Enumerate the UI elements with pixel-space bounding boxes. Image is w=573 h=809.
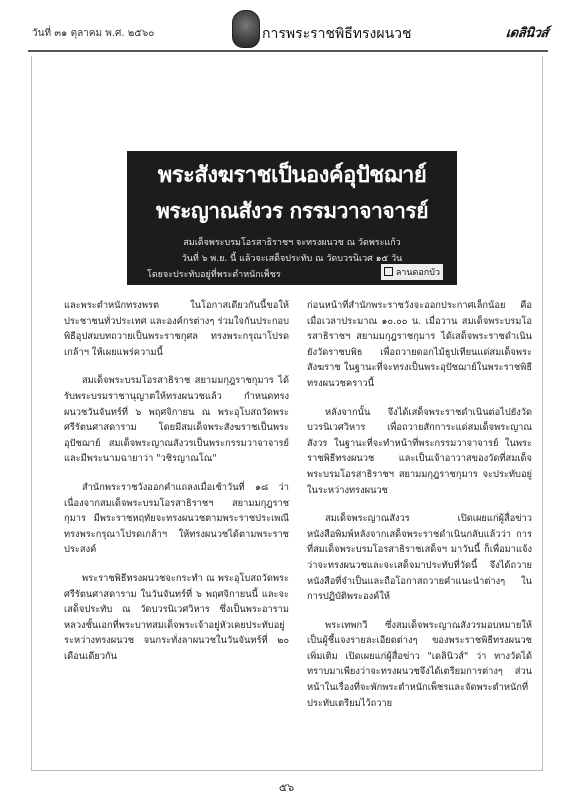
page-header	[28, 10, 548, 52]
subheadline-line-1: สมเด็จพระบรมโอรสาธิราชฯ จะทรงผนวช ณ วัดพระแก้ว	[183, 238, 401, 248]
paragraph: พระเทพกวี ซึ่งสมเด็จพระญาณสังวรมอบหมายให้เป็นผู้ชี้แจงรายละเอียดต่างๆ ของพระราชพิธีทรงผนวชเพิ่มเติม เปิดเผยแก่ผู้สื่อข่าว "เดลินิวส์" ว่า ทางวัดได้ทราบมาเพียงว่าจะทรงผนวชจึงได้เตรียมการต่างๆ ส่วนหน้าในเรื่องที่จะพักพระตำหนักเพ็ชรและจัดพระตำหนักที่ประทับเตรียมไว้ถวาย	[307, 619, 532, 709]
page-number: ๕๖	[278, 781, 295, 794]
subheadline-line-2: วันที่ ๖ พ.ย. นี้ แล้วจะเสด็จประทับ ณ วัดบวรนิเวศ ๑๕ วัน	[181, 254, 403, 264]
headline-line-2: พระญาณสังวร กรรมวาจาจารย์	[156, 199, 428, 223]
byline	[381, 264, 443, 280]
header-divider	[28, 50, 548, 52]
paragraph: พระราชพิธีทรงผนวชจะกระทำ ณ พระอุโบสถวัดพระศรีรัตนศาสดาราม ในวันจันทร์ที่ ๖ พฤศจิกายนนี้ และจะเสด็จประทับ ณ วัดบวรนิเวศวิหาร ซึ่งเป็นพระอารามหลวงชั้นเอกที่พระบาทสมเด็จพระเจ้าอยู่หัวเคยประทับอยู่ระหว่างทรงผนวช จนกระทั่งลาผนวชในวันจันทร์ที่ ๒๐ เดือนเดียวกัน	[64, 572, 289, 662]
byline-text: ลานดอกบัว	[395, 268, 440, 278]
paragraph: หลังจากนั้น จึงได้เสด็จพระราชดำเนินต่อไปยังวัดบวรนิเวศวิหาร เพื่อถวายสักการะแด่สมเด็จพระญาณสังวร ในฐานะที่จะทำหน้าที่พระกรรมวาจาจารย์ ในพระราชพิธีทรงผนวช และเป็นเจ้าอาวาสของวัดที่สมเด็จพระบรมโอรสาธิราชฯ สยามมกุฎราชกุมาร จะประทับอยู่ในระหว่างทรงผนวช	[307, 406, 532, 496]
section-title: การพระราชพิธีทรงผนวช	[262, 26, 412, 42]
article-column-right	[307, 298, 532, 724]
newspaper-logo: เดลินิวส์	[504, 26, 549, 41]
subheadline-line-3: โดยจะประทับอยู่ที่พระตำหนักเพ็ชร	[147, 270, 281, 280]
article-column-left	[64, 298, 289, 677]
square-bullet-icon	[384, 267, 393, 276]
paragraph: สมเด็จพระบรมโอรสาธิราช สยามมกุฎราชกุมาร ได้รับพระบรมราชานุญาตให้ทรงผนวชแล้ว กำหนดทรงผนวชวันจันทร์ที่ ๖ พฤศจิกายน ณ พระอุโบสถวัดพระศรีรัตนศาสดาราม โดยมีสมเด็จพระสังฆราชเป็นพระอุปัชฌาย์ สมเด็จพระญาณสังวรเป็นพระกรรมวาจาจารย์ และมีพระนามฉายาว่า "วชิรญาณโณ"	[64, 375, 289, 465]
headline-banner	[127, 151, 457, 285]
paragraph: ก่อนหน้าที่สำนักพระราชวังจะออกประกาศเล็กน้อย คือเมื่อเวลาประมาณ ๑๐.๐๐ น. เมื่อวาน สมเด็จพระบรมโอรสาธิราชฯ สยามมกุฎราชกุมาร ได้เสด็จพระราชดำเนินยังวัดราชบพิธ เพื่อถวายดอกไม้ธูปเทียนแด่สมเด็จพระสังฆราช ในฐานะที่จะทรงเป็นพระอุปัชฌาย์ในพระราชพิธีทรงผนวชคราวนี้	[307, 300, 532, 389]
royal-emblem-icon	[232, 10, 260, 48]
paragraph: และพระตำหนักทรงพรต ในโอกาสเดียวกันนี้ขอให้ประชาชนทั่วประเทศ และองค์กรต่างๆ ร่วมใจกันประกอบพิธีอุปสมบทถวายเป็นพระราชกุศล ทรงพระกรุณาโปรดเกล้าฯ ให้เผยแพร่ความนี้	[64, 300, 289, 358]
paragraph: สำนักพระราชวังออกคำแถลงเมื่อเช้าวันที่ ๑๘ ว่า เนื่องจากสมเด็จพระบรมโอรสาธิราชฯ สยามมกุฎราชกุมาร มีพระราชหฤทัยจะทรงผนวชตามพระราชประเพณี ทรงพระกรุณาโปรดเกล้าฯ ให้ทรงผนวชได้ตามพระราชประสงค์	[64, 481, 289, 556]
issue-date: วันที่ ๓๑ ตุลาคม พ.ศ. ๒๕๖๐	[32, 28, 155, 39]
paragraph: สมเด็จพระญาณสังวร เปิดเผยแก่ผู้สื่อข่าวหนังสือพิมพ์หลังจากเสด็จพระราชดำเนินกลับแล้วว่า การที่สมเด็จพระบรมโอรสาธิราชเสด็จฯ มาวันนี้ ก็เพื่อมาแจ้งว่าจะทรงผนวชและจะเสด็จมาประทับที่วัดนี้ จึงได้ถวายหนังสือที่จำเป็นและถือโอกาสถวายคำแนะนำต่างๆ ในการปฏิบัติพระองค์ให้	[307, 513, 532, 603]
headline-line-1: พระสังฆราชเป็นองค์อุปัชฌาย์	[157, 163, 427, 188]
